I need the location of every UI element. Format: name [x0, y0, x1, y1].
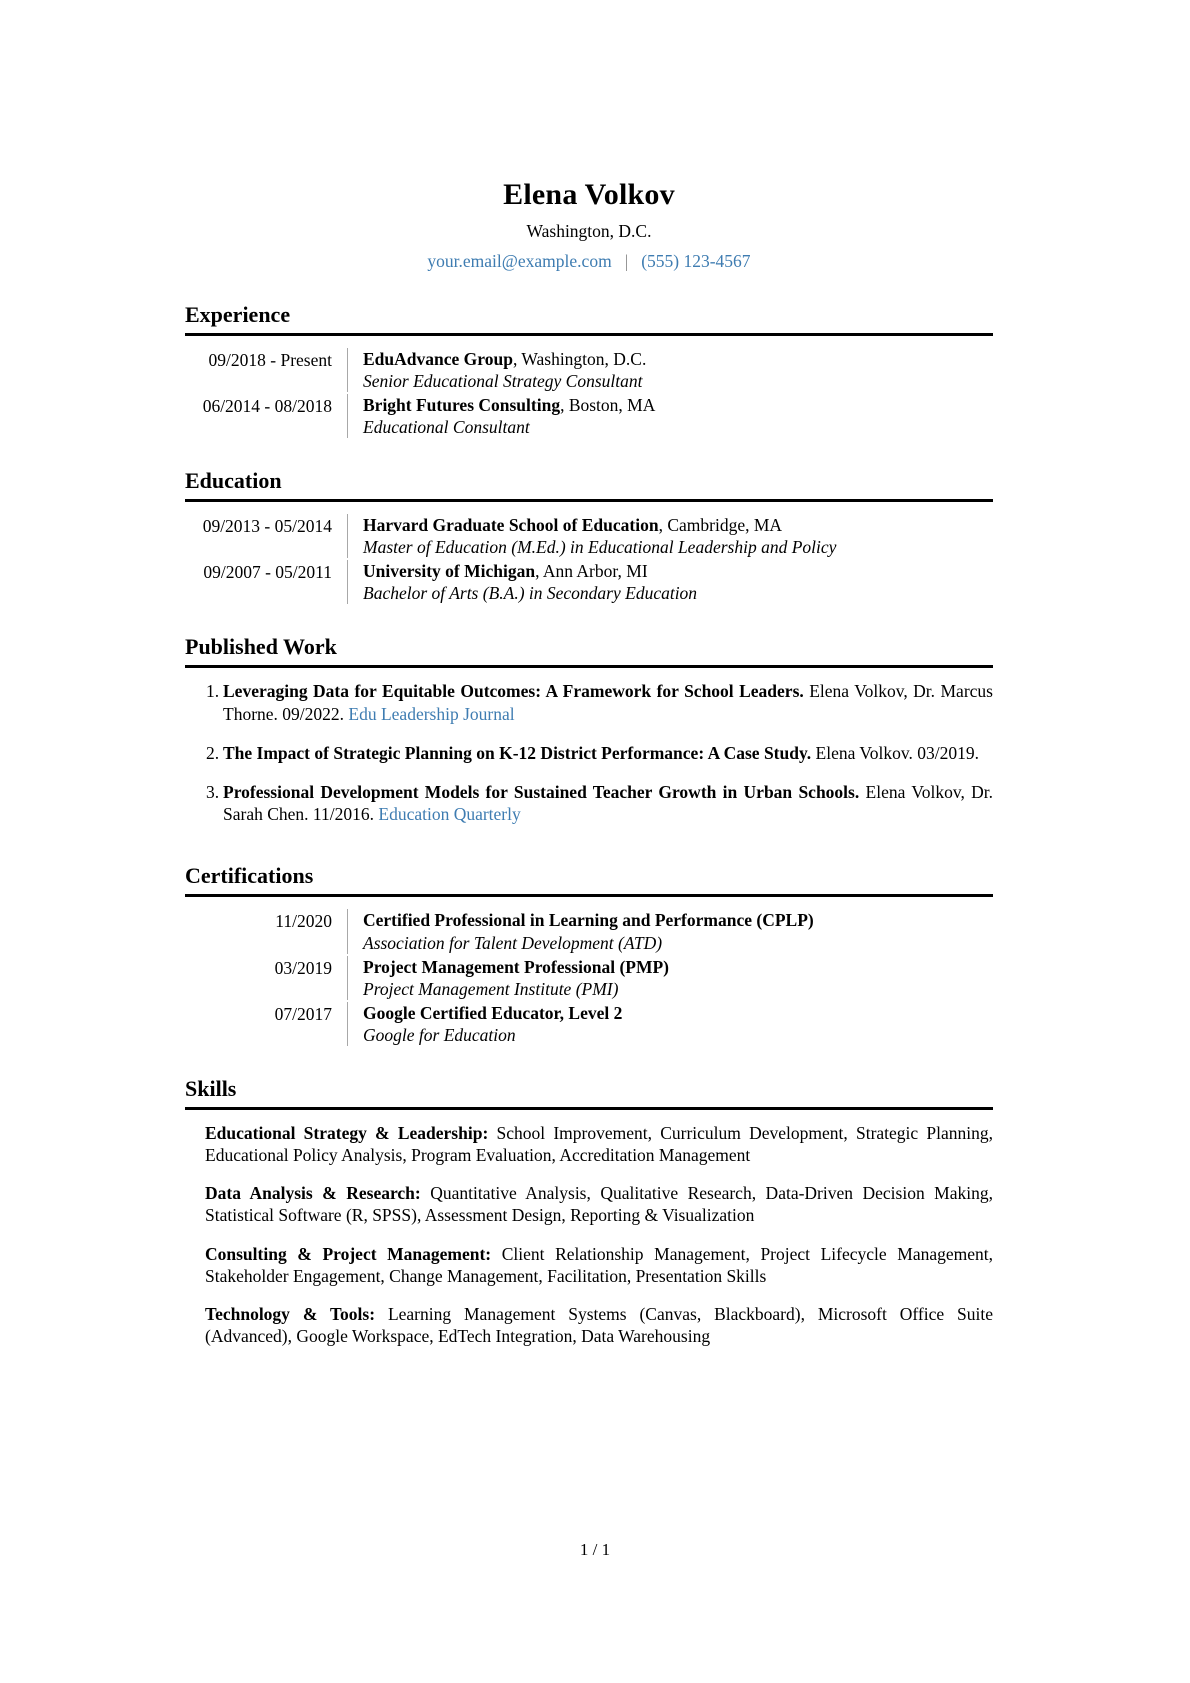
experience-entries [185, 336, 993, 438]
publication-journal-link[interactable]: Education Quarterly [378, 804, 521, 825]
phone-link[interactable]: (555) 123-4567 [641, 251, 751, 271]
skill-group-text: Client Relationship Management, Project Lifecycle Management, Stakeholder Engagement, Change Management, Facilitation, Presentation Skills [205, 1243, 993, 1286]
school-location: , Ann Arbor, MI [535, 561, 648, 582]
certification-issuer: Project Management Institute (PMI) [363, 978, 619, 999]
skill-group-label: Data Analysis & Research: [205, 1183, 421, 1204]
section-title-experience: Experience [185, 302, 993, 336]
publication-number: 3. [206, 782, 220, 803]
entry-body [347, 514, 993, 558]
skill-groups [185, 1110, 993, 1348]
entry-body [347, 956, 993, 1000]
entry-role: Educational Consultant [363, 417, 530, 438]
publication-byline: Elena Volkov, Dr. Sarah Chen. 11/2016. [223, 782, 993, 825]
skill-group-text: Learning Management Systems (Canvas, Blackboard), Microsoft Office Suite (Advanced), Google Workspace, EdTech Integration, Data Warehousing [205, 1304, 993, 1347]
section-certifications [185, 863, 993, 1045]
entry-body [347, 348, 993, 392]
certification-entry [185, 956, 993, 1000]
entry-dates: 09/2013 - 05/2014 [202, 516, 332, 537]
entry-role: Senior Educational Strategy Consultant [363, 371, 643, 392]
page-number: 1 / 1 [579, 1540, 611, 1559]
entry-org-line [363, 348, 993, 370]
certification-name: Google Certified Educator, Level 2 [363, 1002, 623, 1023]
section-skills [185, 1076, 993, 1348]
publication-title: Professional Development Models for Sustained Teacher Growth in Urban Schools. [223, 782, 860, 803]
publication-item [185, 781, 993, 825]
school-name: Harvard Graduate School of Education [363, 515, 659, 536]
publication-title: The Impact of Strategic Planning on K-12 District Performance: A Case Study. [223, 742, 812, 763]
section-title-certifications: Certifications [185, 863, 993, 897]
certification-issuer: Association for Talent Development (ATD) [363, 932, 663, 953]
publication-text [223, 742, 993, 764]
contact-separator: | [624, 251, 629, 271]
skill-group [205, 1303, 993, 1347]
school-name: University of Michigan [363, 561, 536, 582]
skill-group-label: Technology & Tools: [205, 1304, 376, 1325]
school-location: , Cambridge, MA [658, 515, 783, 536]
org-location: , Boston, MA [560, 395, 656, 416]
section-experience [185, 302, 993, 438]
education-entries [185, 502, 993, 604]
org-name: Bright Futures Consulting [363, 395, 561, 416]
certification-name: Certified Professional in Learning and Performance (CPLP) [363, 910, 814, 931]
section-education [185, 468, 993, 604]
email-link[interactable]: your.email@example.com [427, 251, 612, 271]
skill-group [205, 1243, 993, 1287]
entry-body [347, 1002, 993, 1046]
publication-byline: Elena Volkov. 03/2019. [811, 742, 980, 763]
section-title-published-work: Published Work [185, 634, 993, 668]
skill-group-label: Consulting & Project Management: [205, 1243, 492, 1264]
org-location: , Washington, D.C. [512, 349, 647, 369]
skill-group-text: Quantitative Analysis, Qualitative Research, Data-Driven Decision Making, Statistical Software (R, SPSS), Assessment Design, Reporting & Visualization [205, 1183, 993, 1226]
contact-line [185, 251, 993, 272]
certification-issuer: Google for Education [363, 1024, 516, 1045]
publication-text [223, 781, 993, 825]
entry-body [347, 394, 993, 438]
skill-group [205, 1182, 993, 1226]
entry-dates: 07/2017 [274, 1003, 332, 1024]
skill-group-text: School Improvement, Curriculum Development, Strategic Planning, Educational Policy Analysis, Program Evaluation, Accreditation Management [205, 1122, 993, 1165]
publication-number: 1. [206, 681, 220, 702]
header [185, 0, 993, 272]
section-title-skills: Skills [185, 1076, 993, 1110]
certification-entry [185, 909, 993, 953]
certification-entry [185, 1002, 993, 1046]
publication-item [185, 742, 993, 764]
experience-entry [185, 394, 993, 438]
publication-item [185, 680, 993, 724]
entry-dates: 09/2018 - Present [208, 350, 332, 370]
certification-name: Project Management Professional (PMP) [363, 956, 669, 977]
entry-dates: 03/2019 [274, 957, 332, 978]
education-entry [185, 560, 993, 604]
publication-byline: Elena Volkov, Dr. Marcus Thorne. 09/2022. [223, 681, 993, 724]
publication-number: 2. [206, 742, 220, 763]
degree-text: Bachelor of Arts (B.A.) in Secondary Education [363, 583, 698, 604]
publication-journal-link[interactable]: Edu Leadership Journal [348, 703, 515, 724]
certification-entries [185, 897, 993, 1045]
publication-text [223, 680, 993, 724]
section-published-work [185, 634, 993, 825]
skill-group-label: Educational Strategy & Leadership: [205, 1122, 489, 1143]
org-name: EduAdvance Group [363, 349, 513, 369]
skill-group [205, 1122, 993, 1166]
section-title-education: Education [185, 468, 993, 502]
entry-body [347, 909, 993, 953]
entry-dates: 06/2014 - 08/2018 [202, 396, 332, 417]
degree-text: Master of Education (M.Ed.) in Educational Leadership and Policy [363, 537, 837, 558]
entry-dates: 11/2020 [275, 911, 332, 932]
publication-title: Leveraging Data for Equitable Outcomes: A Framework for School Leaders. [223, 681, 804, 702]
experience-entry [185, 348, 993, 392]
resume-content [185, 0, 993, 1348]
page-title: Elena Volkov [503, 178, 675, 211]
education-entry [185, 514, 993, 558]
entry-org-line [363, 394, 993, 416]
location-text: Washington, D.C. [526, 221, 652, 241]
entry-org-line [363, 514, 993, 536]
published-items [185, 668, 993, 825]
entry-org-line [363, 560, 993, 582]
entry-dates: 09/2007 - 05/2011 [203, 562, 332, 583]
entry-body [347, 560, 993, 604]
